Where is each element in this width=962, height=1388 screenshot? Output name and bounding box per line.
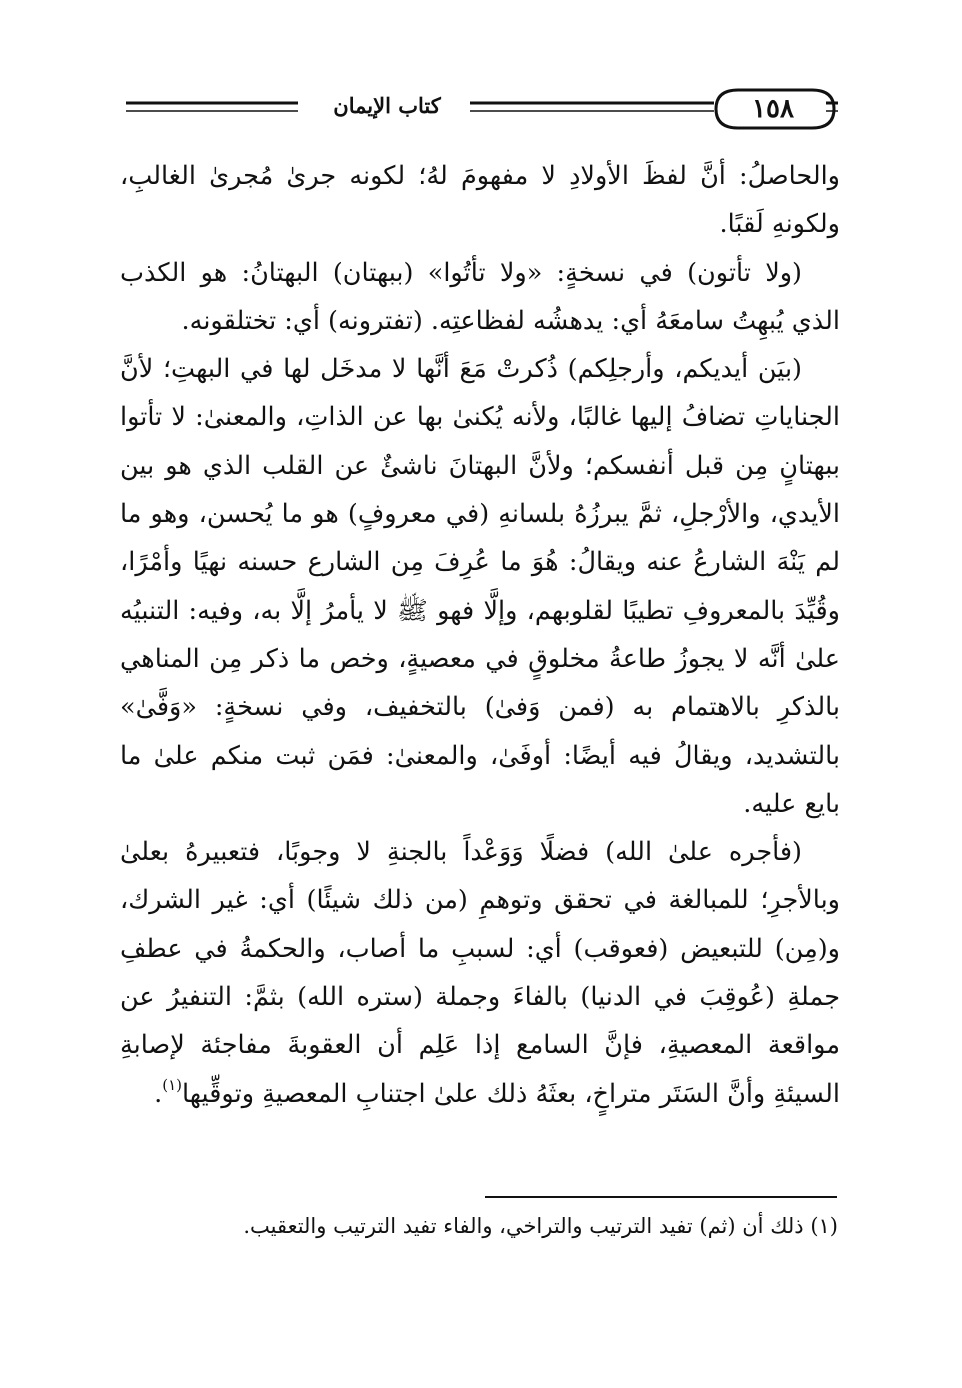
paragraph-1: والحاصلُ: أنَّ لفظَ الأولادِ لا مفهومَ لهُ؛ لكونه جرىٰ مُجرىٰ الغالبِ، ولكونهِ لَقبًا. <box>120 161 840 240</box>
paragraph-4 <box>120 828 840 1118</box>
running-header <box>122 84 838 134</box>
paragraph-3: (بيَن أيديكم، وأرجلِكم) ذُكرتْ مَعَ أنَّها لا مدخَل لها في البهتِ؛ لأنَّ الجناياتِ تضافُ إليها غالبًا، ولأنه يُكنىٰ بها عن الذاتِ، والمعنىٰ: لا تأتوا ببهتانٍ مِن قبل أنفسكم؛ ولأنَّ البهتانَ ناشئٌ عن القلب الذي هو بين الأيدي، والأرْجلِ، ثمَّ يبرزُهُ بلسانهِ (في معروفٍ) هو ما يُحسن، وهو ما لم يَنْهَ الشارعُ عنه ويقالُ: هُوَ ما عُرِفَ مِن الشارع حسنه نهيًا وأمْرًا، وقُيِّدَ بالمعروفِ تطيبًا لقلوبهم، وإلَّا فهو ﷺ لا يأمرُ إلَّا به، وفيه: التنبيُه علىٰ أنَّه لا يجوزُ طاعةُ مخلوقٍ في معصيةٍ، وخص ما ذكر مِن المناهي بالذكرِ بالاهتمام به (فمن وَفىٰ) بالتخفيف، وفي نسخةٍ: «وَفَّىٰ» بالتشديد، ويقالُ فيه أيضًا: أوفَىٰ، والمعنىٰ: فمَن ثبت منكم علىٰ ما بايع عليه. <box>120 354 840 819</box>
footnote-separator <box>485 1196 837 1198</box>
book-title: كتاب الإيمان <box>312 88 462 124</box>
paragraph-4-text: (فأجره علىٰ الله) فضلًا وَوَعْداً بالجنةِ لا وجوبًا، فتعبيرهُ بعلىٰ وبالأجرِ؛ للمبالغة في تحقق وتوهمِ (من ذلك شيئًا) أي: غير الشرك، و(مِن) للتبعيض (فعوقب) أي: لسببِ ما أصاب، والحكمةُ في عطفِ جملةِ (عُوقِبَ في الدنيا) بالفاءَ وجملة (ستره الله) بثمَّ: التنفيرُ عن مواقعة المعصيةِ، فإنَّ السامع إذا عَلِم أن العقوبةَ مفاجئة لإصابةِ السيئةِ وأنَّ السَتَر متراخٍ، بعثَهُ ذلك علىٰ اجتنابِ المعصيةِ وتوقِّيها <box>120 837 840 1109</box>
paragraph-4-end: . <box>154 1078 163 1109</box>
footnote-marker[interactable]: (١) <box>162 1075 183 1094</box>
page-number: ١٥٨ <box>752 94 794 124</box>
footnote: (١) ذلك أن (ثم) تفيد الترتيب والتراخي، والفاء تفيد الترتيب والتعقيب. <box>243 1214 838 1238</box>
main-text <box>120 152 840 1118</box>
paragraph-2: (ولا تأتون) في نسخةٍ: «ولا تأتُوا» (ببهتان) البهتانُ: هو الكذب الذي يُبهِتُ سامعَهُ أي: يدهشُه لفظاعتِه. (تفترونه) أي: تختلقونه. <box>120 257 840 336</box>
